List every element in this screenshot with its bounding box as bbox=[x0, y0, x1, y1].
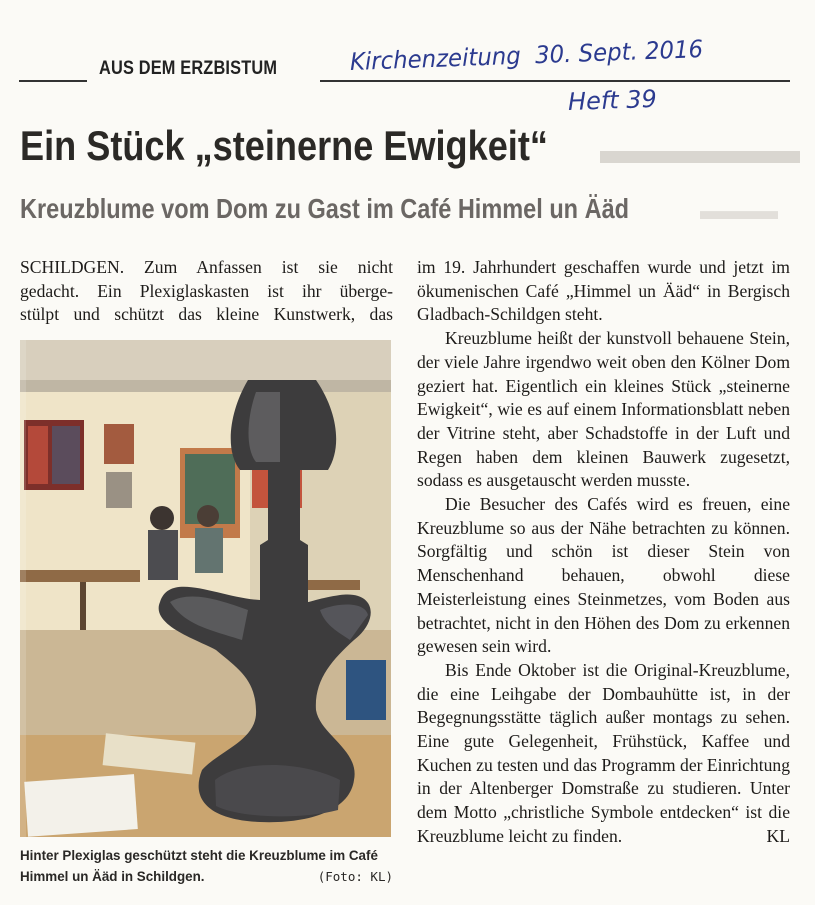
paragraph-4 bbox=[417, 659, 790, 849]
article-photo bbox=[20, 340, 391, 837]
handwritten-source-date bbox=[350, 35, 704, 76]
photo-credit: (Foto: KL) bbox=[317, 869, 393, 884]
kreuzblume-photo-illustration bbox=[20, 340, 391, 837]
bleed-through-text: ▬▬▬▬▬ bbox=[600, 128, 800, 172]
caption-line2: Himmel un Ääd in Schildgen. bbox=[20, 869, 205, 884]
paragraph-1: im 19. Jahrhundert geschaffen wurde und jetzt im ökumenischen Café „Himmel un Ääd“ in Bergisch Gladbach-Schildgen steht. bbox=[417, 257, 790, 325]
column1-line1: SCHILDGEN. Zum Anfassen ist sie nicht bbox=[20, 257, 393, 277]
paragraph-4-text: Bis Ende Oktober ist die Original-Kreuzblume, die eine Leihgabe der Dombauhütte ist, in der Begegnungsstätte täglich außer montags zu sehen. Eine gute Gelegenheit, Frühstück, Kaffee und Kuchen zu testen und das Programm der Einrichtung in der Altenberger Domstraße zu studieren. Unter dem Motto „christliche Symbole entdecken“ ist die Kreuzblume leicht zu finden. bbox=[417, 659, 790, 846]
handwritten-date: 30. Sept. 2016 bbox=[534, 35, 704, 70]
column1-line2: gedacht. Ein Plexiglaskasten ist ihr überge- bbox=[20, 280, 393, 301]
handwritten-source: Kirchenzeitung bbox=[349, 41, 522, 76]
subheadline: Kreuzblume vom Dom zu Gast im Café Himmel un Ääd bbox=[20, 193, 630, 224]
author-signature: KL bbox=[766, 825, 790, 846]
article-column-2 bbox=[417, 256, 790, 849]
paragraph-2: Kreuzblume heißt der kunstvoll behauene Stein, der viele Jahre irgendwo weit oben den Kölner Dom geziert hat. Eigentlich ein kleines Stück „steinerne Ewigkeit“, wie es auf einem Informationsblatt neben der Vitrine steht, aber Schadstoffe in der Luft und Regen haben dem kleinen Bauwerk zugesetzt, sodass es ausgetauscht werden musste. bbox=[417, 328, 790, 491]
caption-line1: Hinter Plexiglas geschützt steht die Kreuzblume im Café bbox=[20, 848, 378, 863]
headline: Ein Stück „steinerne Ewigkeit“ bbox=[20, 122, 548, 169]
bleed-through-text-2: ▬▬▬ bbox=[700, 195, 778, 225]
column1-line3: stülpt und schützt das kleine Kunstwerk, das bbox=[20, 304, 393, 325]
article-column-1 bbox=[20, 256, 393, 327]
photo-caption bbox=[20, 845, 393, 887]
section-label: AUS DEM ERZBISTUM bbox=[99, 58, 278, 79]
section-rule-left bbox=[19, 80, 87, 82]
section-rule-right bbox=[320, 80, 790, 82]
handwritten-issue: Heft 39 bbox=[567, 84, 658, 116]
paragraph-3: Die Besucher des Cafés wird es freuen, eine Kreuzblume so aus der Nähe betrachten zu können. Sorgfältig und schön ist dieser Stein von Menschenhand behauen, obwohl diese Meisterleistung eines Steinmetzes, vom Boden aus betrachtet, nicht in den Höhen des Dom zu erkennen gewesen sein wird. bbox=[417, 494, 790, 657]
